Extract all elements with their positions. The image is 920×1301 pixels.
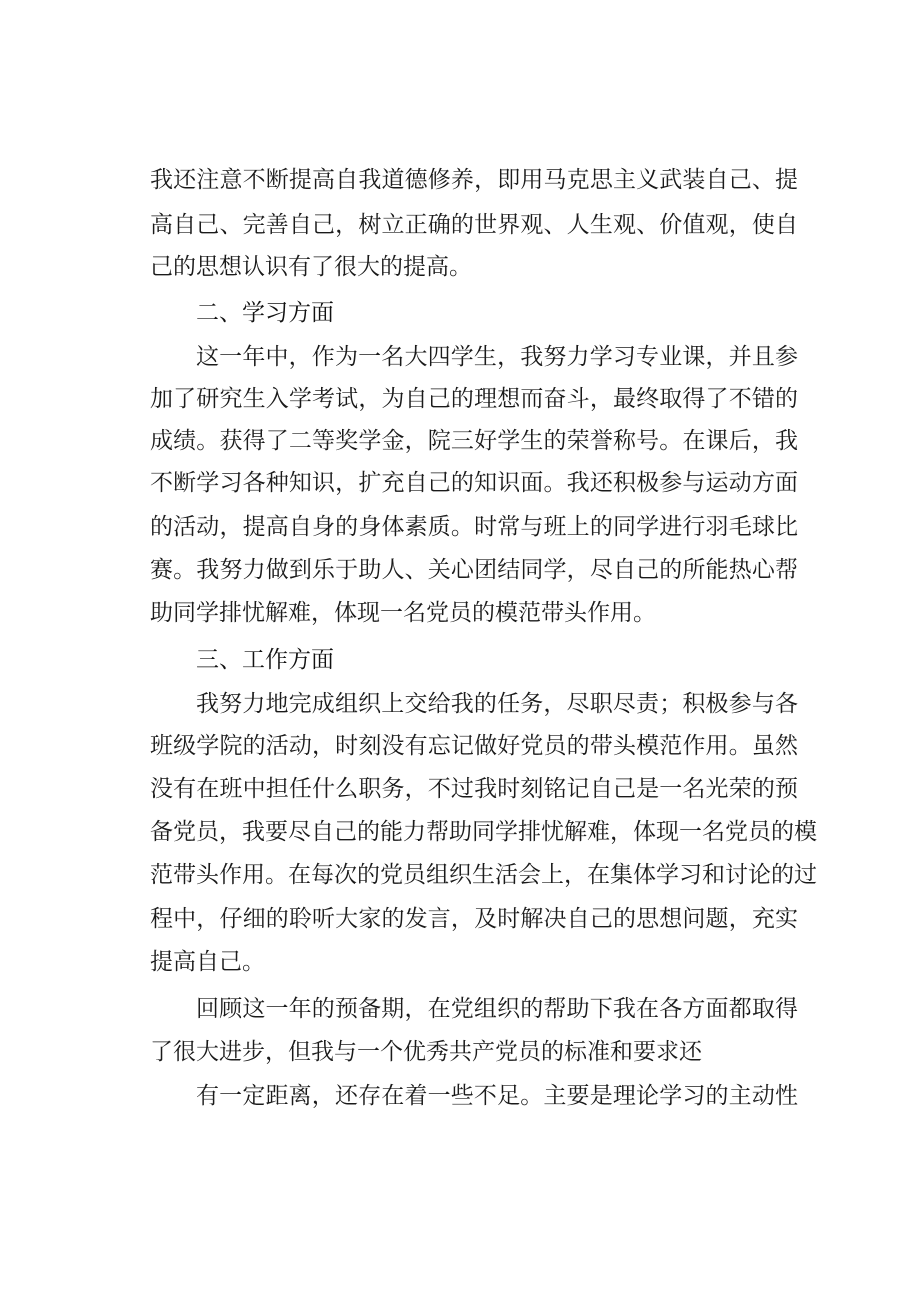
paragraph-line: 赛。我努力做到乐于助人、关心团结同学，尽自己的所能热心帮 <box>150 557 798 583</box>
paragraph-line: 有一定距离，还存在着一些不足。主要是理论学习的主动性 <box>196 1083 798 1109</box>
section-heading-work: 三、工作方面 <box>196 647 334 673</box>
paragraph-line: 我努力地完成组织上交给我的任务，尽职尽责；积极参与各 <box>196 691 798 717</box>
paragraph-line: 己的思想认识有了很大的提高。 <box>150 254 472 280</box>
paragraph-line: 不断学习各种知识，扩充自己的知识面。我还积极参与运动方面 <box>150 470 798 496</box>
paragraph-line: 的活动，提高自身的身体素质。时常与班上的同学进行羽毛球比 <box>150 514 798 540</box>
section-heading-study: 二、学习方面 <box>196 300 334 326</box>
paragraph-line: 高自己、完善自己，树立正确的世界观、人生观、价值观，使自 <box>150 212 798 238</box>
paragraph-line: 备党员，我要尽自己的能力帮助同学排忧解难，体现一名党员的模 <box>150 819 817 845</box>
paragraph-line: 程中，仔细的聆听大家的发言，及时解决自己的思想问题，充实 <box>150 906 798 932</box>
paragraph-line: 这一年中，作为一名大四学生，我努力学习专业课，并且参 <box>196 344 798 370</box>
paragraph-line: 回顾这一年的预备期，在党组织的帮助下我在各方面都取得 <box>196 996 798 1022</box>
paragraph-line: 我还注意不断提高自我道德修养，即用马克思主义武装自己、提 <box>150 167 798 193</box>
paragraph-line: 提高自己。 <box>150 949 265 975</box>
paragraph-line: 成绩。获得了二等奖学金，院三好学生的荣誉称号。在课后，我 <box>150 428 798 454</box>
paragraph-line: 范带头作用。在每次的党员组织生活会上，在集体学习和讨论的过 <box>150 862 817 888</box>
paragraph-line: 没有在班中担任什么职务，不过我时刻铭记自己是一名光荣的预 <box>150 776 798 802</box>
paragraph-line: 班级学院的活动，时刻没有忘记做好党员的带头模范作用。虽然 <box>150 733 798 759</box>
paragraph-line: 助同学排忧解难，体现一名党员的模范带头作用。 <box>150 600 656 626</box>
paragraph-line: 了很大进步，但我与一个优秀共产党员的标准和要求还 <box>150 1039 702 1065</box>
paragraph-line: 加了研究生入学考试，为自己的理想而奋斗，最终取得了不错的 <box>150 386 798 412</box>
